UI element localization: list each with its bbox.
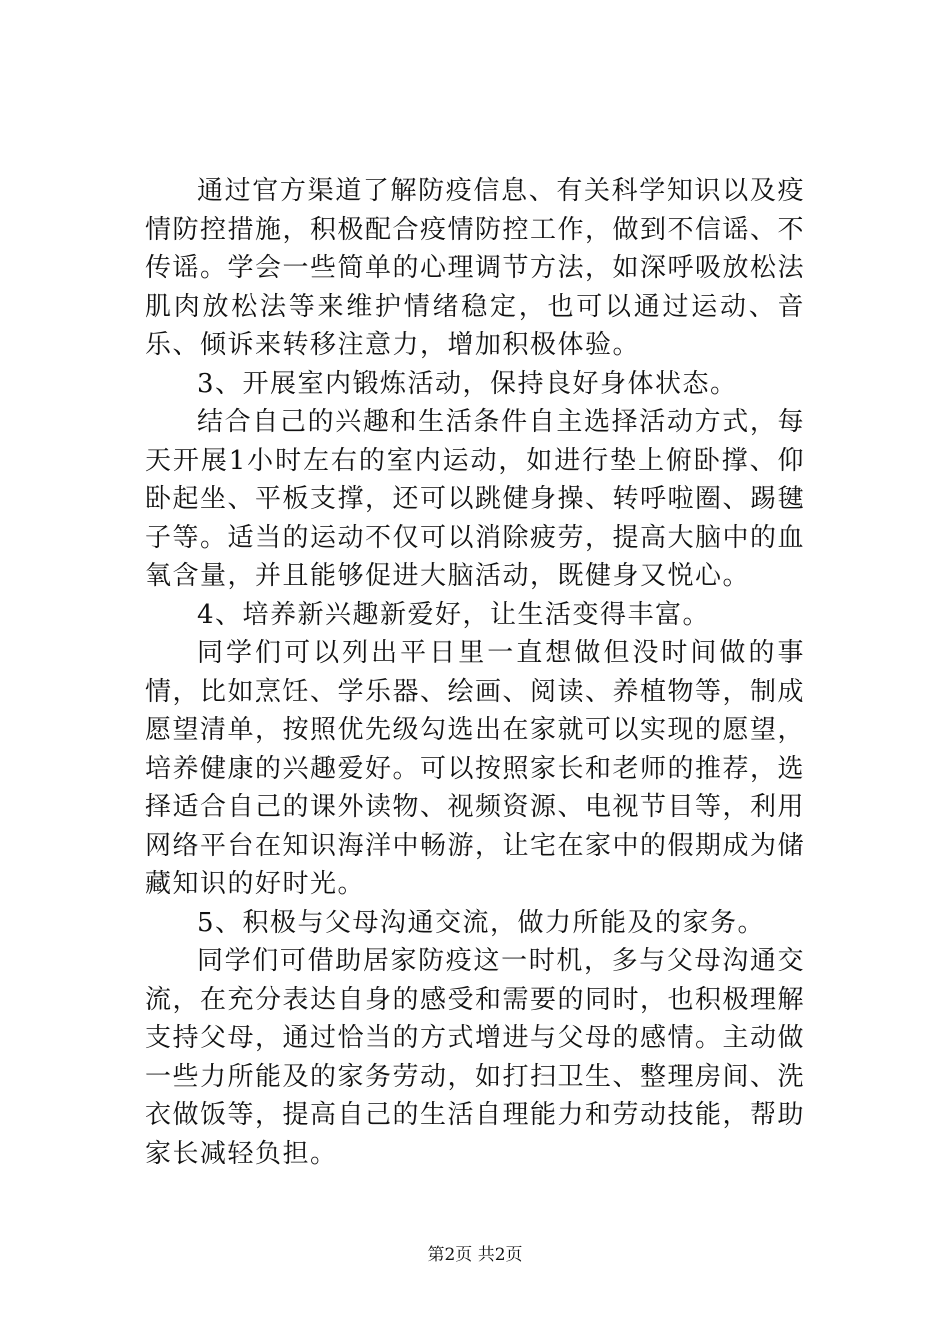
heading-indoor-exercise: 3、开展室内锻炼活动，保持良好身体状态。 [197,368,738,399]
heading-new-hobbies: 4、培养新兴趣新爱好，让生活变得丰富。 [197,599,711,630]
paragraph-info-channels: 通过官方渠道了解防疫信息、有关科学知识以及疫情防控措施，积极配合疫情防控工作，做到不信谣、不传谣。学会一些简单的心理调节方法，如深呼吸放松法肌肉放松法等来维护情绪稳定，也可以通过运动、音乐、倾诉来转移注意力，增加积极体验。 [145,176,806,360]
paragraph-communicate-parents: 同学们可借助居家防疫这一时机，多与父母沟通交流，在充分表达自身的感受和需要的同时，也积极理解支持父母，通过恰当的方式增进与父母的感情。主动做一些力所能及的家务劳动，如打扫卫生、整理房间、洗衣做饭等，提高自己的生活自理能力和劳动技能，帮助家长减轻负担。 [145,946,806,1169]
paragraph-indoor-exercise: 结合自己的兴趣和生活条件自主选择活动方式，每天开展1小时左右的室内运动，如进行垫上俯卧撑、仰卧起坐、平板支撑，还可以跳健身操、转呼啦圈、踢毽子等。适当的运动不仅可以消除疲劳，提高大脑中的血氧含量，并且能够促进大脑活动，既健身又悦心。 [145,407,806,591]
document-body [145,172,805,1173]
page-number-footer: 第2页 共2页 [427,1245,523,1265]
paragraph-new-hobbies: 同学们可以列出平日里一直想做但没时间做的事情，比如烹饪、学乐器、绘画、阅读、养植物等，制成愿望清单，按照优先级勾选出在家就可以实现的愿望，培养健康的兴趣爱好。可以按照家长和老师的推荐，选择适合自己的课外读物、视频资源、电视节目等，利用网络平台在知识海洋中畅游，让宅在家中的假期成为储藏知识的好时光。 [145,638,806,899]
heading-communicate-parents: 5、积极与父母沟通交流，做力所能及的家务。 [197,907,766,938]
